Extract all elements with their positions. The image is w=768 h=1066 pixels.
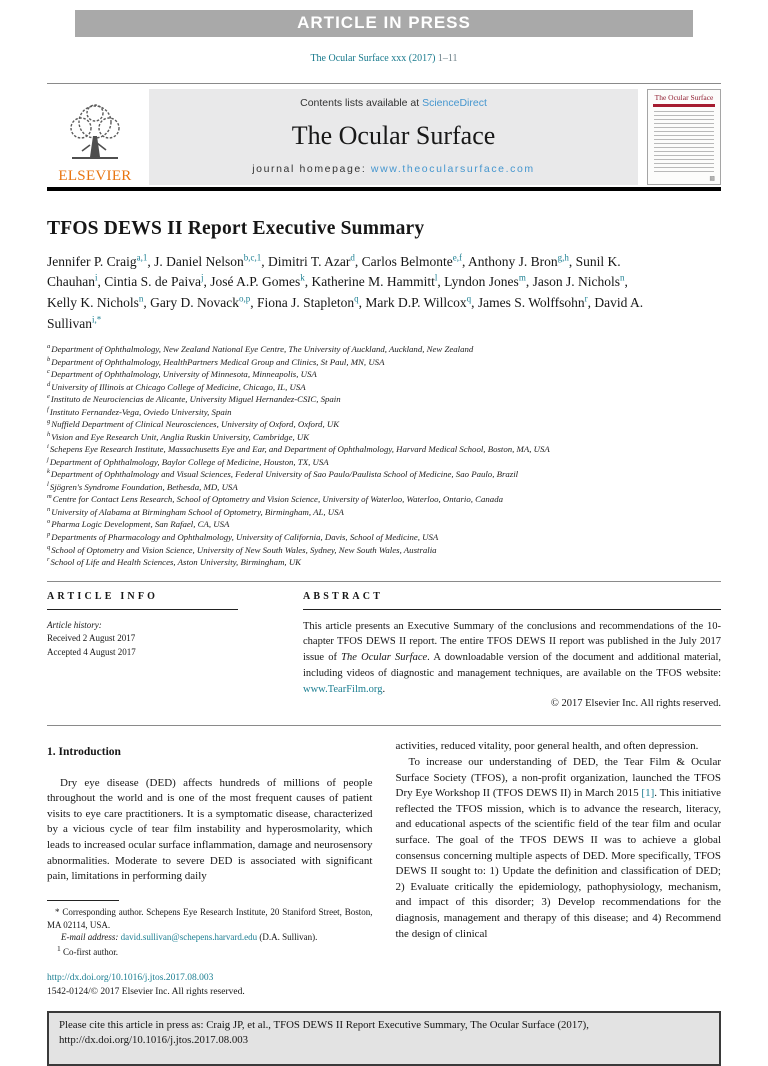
author-affiliation-sup[interactable]: q xyxy=(354,293,359,304)
journal-cover-thumbnail[interactable] xyxy=(647,89,721,185)
affiliation-item: $^r$School of Life and Health Sciences, Aston University, Birmingham, UK xyxy=(47,556,302,567)
abstract-column xyxy=(303,591,721,710)
author-affiliation-sup[interactable]: n xyxy=(619,272,625,283)
author-name: Mark D.P. Willcox$^q$, xyxy=(365,293,478,310)
abstract-copyright: © 2017 Elsevier Inc. All rights reserved. xyxy=(550,698,721,710)
affiliation-item: $^g$Nuffield Department of Clinical Neurosciences, University of Oxford, Oxford, UK xyxy=(47,418,340,430)
left-column xyxy=(47,739,373,999)
author-name: Carlos Belmonte$^{e,f}$, xyxy=(361,252,468,269)
author-affiliation-sup[interactable]: o,p xyxy=(238,293,251,304)
accepted-date: Accepted 4 August 2017 xyxy=(47,646,136,657)
affiliation-item: $^h$Vision and Eye Research Unit, Anglia Ruskin University, Cambridge, UK xyxy=(47,430,310,442)
affiliation-item: $^a$Department of Ophthalmology, New Zealand National Eye Centre, The University of Auckland, Auckland, New Zealand xyxy=(47,343,474,354)
affiliation-item: $^i$Schepens Eye Research Institute, Massachusetts Eye and Ear, and Department of Ophthalmology, Harvard Medical School, Boston, MA, USA xyxy=(47,443,550,455)
author-affiliation-sup[interactable]: e,f xyxy=(452,252,462,262)
masthead-bottom-rule xyxy=(47,187,721,191)
footnotes-block xyxy=(47,900,373,1000)
author-name: Fiona J. Stapleton$^q$, xyxy=(256,293,366,310)
author-affiliation-sup[interactable]: i xyxy=(95,272,98,283)
affiliation-item: $^b$Department of Ophthalmology, HealthPartners Medical Group and Clinics, St Paul, MN, USA xyxy=(47,355,385,367)
email-link[interactable]: david.sullivan@schepens.harvard.edu xyxy=(120,932,258,943)
cover-publisher-mark: ▩ xyxy=(709,176,715,182)
affiliation-item: $^k$Department of Ophthalmology and Visual Sciences, Federal University of Sao Paulo/Paulista School of Medicine, Sao Paulo, Brazil xyxy=(47,468,519,480)
cofirst-note: $^1$ Co-first author. xyxy=(57,944,118,958)
elsevier-tree-icon xyxy=(60,101,130,168)
cover-red-bar xyxy=(653,104,715,107)
affiliation-item: $^m$Centre for Contact Lens Research, School of Optometry and Vision Science, University of Waterloo, Waterloo, Ontario, Canada xyxy=(47,493,504,505)
affiliation-item: $^f$Instituto Fernandez-Vega, Oviedo University, Spain xyxy=(47,405,232,417)
author-affiliation-sup[interactable]: d xyxy=(350,252,355,262)
running-head-journal: The Ocular Surface xxx (2017) xyxy=(310,53,436,64)
author-affiliation-sup[interactable]: i,* xyxy=(92,314,102,325)
affiliation-item: $^d$University of Illinois at Chicago College of Medicine, Chicago, IL, USA xyxy=(47,380,306,392)
affiliation-item: $^n$University of Alabama at Birmingham School of Optometry, Birmingham, AL, USA xyxy=(47,505,344,517)
author-affiliation-sup[interactable]: k xyxy=(300,272,305,283)
affiliation-item: $^c$Department of Ophthalmology, University of Minnesota, Minneapolis, USA xyxy=(47,368,317,379)
author-name: Gary D. Novack$^{o,p}$, xyxy=(150,293,257,310)
abstract-text: This article presents an Executive Summary of the conclusions and recommendations of the 10-chapter TFOS DEWS II report. The entire TFOS DEWS II report was published in the July 2017 issue of The Ocular Surface. A downloadable version of the document and additional material, including videos of diagnostic and management techniques, are available on the TFOS website: www.TearFilm.org. xyxy=(303,620,721,695)
abstract-journal-italic: The Ocular Surface xyxy=(341,652,428,664)
author-name: J. Daniel Nelson$^{b,c,1}$, xyxy=(154,252,268,269)
author-affiliation-sup[interactable]: l xyxy=(434,272,438,283)
affiliation-item: $^j$Department of Ophthalmology, Baylor College of Medicine, Houston, TX, USA xyxy=(47,455,329,467)
running-head-pages: 1–11 xyxy=(437,53,458,64)
tearfilm-link[interactable]: www.TearFilm.org xyxy=(303,683,383,695)
reference-1-link[interactable]: [1] xyxy=(641,787,655,800)
doi-link[interactable]: http://dx.doi.org/10.1016/j.jtos.2017.08.003 xyxy=(47,972,214,983)
masthead-center-panel xyxy=(149,89,638,185)
author-affiliation-sup[interactable]: g,h xyxy=(557,252,569,262)
article-info-heading: ARTICLE INFO xyxy=(47,591,238,610)
affiliation-item: $^l$Sjögren's Syndrome Foundation, Bethesda, MD, USA xyxy=(47,480,238,492)
author-name: Jennifer P. Craig$^{a,1}$, xyxy=(47,252,155,269)
corresponding-author-note: * Corresponding author. Schepens Eye Research Institute, 20 Staniford Street, Boston, MA 02114, USA. xyxy=(47,906,373,930)
right-column xyxy=(396,739,722,999)
info-abstract-section xyxy=(47,591,721,727)
email-note: E-mail address: david.sullivan@schepens.harvard.edu (D.A. Sullivan). xyxy=(61,932,318,943)
tfos-paragraph: To increase our understanding of DED, the Tear Film & Ocular Surface Society (TFOS), a non-profit organization, launched the TFOS Dry Eye Workshop II (TFOS DEWS II) in March 2015 [1]. This initiative reflected the TFOS mission, which is to advance the research, literacy, and educational aspects of the scientific field of the tear film and ocular surface. The goal of the TFOS DEWS II was to achieve a global consensus concerning multiple aspects of DED. More specifically, TFOS DEWS II sought to: 1) Update the definition and classification of DED; 2) Evaluate critically the epidemiology, pathophysiology, mechanism, and impact of this disorder; 3) Develop recommendations for the diagnosis, management and therapy of this disease; and 4) Recommend the design of clinical xyxy=(395,755,721,940)
journal-title: The Ocular Surface xyxy=(291,121,496,150)
author-name: James S. Wolffsohn$^r$, xyxy=(477,293,595,310)
continuation-paragraph: activities, reduced vitality, poor general health, and often depression. xyxy=(395,740,699,753)
elsevier-wordmark: ELSEVIER xyxy=(58,168,132,184)
author-name: Cintia S. de Paiva$^j$, xyxy=(104,272,211,290)
author-name: Anthony J. Bron$^{g,h}$, xyxy=(467,252,576,269)
received-date: Received 2 August 2017 xyxy=(47,633,136,644)
author-name: Jason J. Nichols$^n$, xyxy=(532,272,628,290)
author-affiliation-sup[interactable]: b,c,1 xyxy=(243,252,262,262)
affiliation-item: $^q$School of Optometry and Vision Science, University of New South Wales, Sydney, New South Wales, Australia xyxy=(47,543,437,555)
author-name: Kelly K. Nichols$^n$, xyxy=(47,293,151,310)
author-affiliation-sup[interactable]: n xyxy=(138,293,144,304)
affiliation-item: $^o$Pharma Logic Development, San Rafael, CA, USA xyxy=(47,518,230,530)
contents-line: Contents lists available at ScienceDirect xyxy=(300,97,487,109)
homepage-line: journal homepage: www.theocularsurface.com xyxy=(252,163,535,175)
author-list xyxy=(47,251,654,334)
author-name: Katherine M. Hammitt$^l$, xyxy=(311,272,445,290)
elsevier-logo[interactable] xyxy=(47,89,149,185)
author-name: José A.P. Gomes$^k$, xyxy=(210,272,312,290)
article-in-press-banner: ARTICLE IN PRESS xyxy=(75,10,693,37)
author-affiliation-sup[interactable]: q xyxy=(466,293,472,304)
journal-homepage-link[interactable]: www.theocularsurface.com xyxy=(370,163,535,175)
footnote-rule xyxy=(47,900,119,901)
journal-masthead xyxy=(47,89,721,185)
author-name: Lyndon Jones$^m$, xyxy=(444,272,533,290)
running-head-citation xyxy=(47,53,721,64)
affiliation-item: $^e$Instituto de Neurociencias de Alicante, University Miguel Hernandez-CSIC, Spain xyxy=(47,393,341,405)
please-cite-box: Please cite this article in press as: Craig JP, et al., TFOS DEWS II Report Executive Summary, The Ocular Surface (2017), http://dx.doi.org/10.1016/j.jtos.2017.08.003 xyxy=(47,1011,721,1066)
cover-toc-lines xyxy=(654,111,714,174)
doi-block xyxy=(47,972,373,1000)
author-affiliation-sup[interactable]: r xyxy=(584,293,588,304)
abstract-heading: ABSTRACT xyxy=(303,591,721,610)
intro-paragraph: Dry eye disease (DED) affects hundreds of millions of people throughout the world and is one of the most frequent causes of patient visits to eye care practitioners. It is a symptomatic disease, characterized by a vicious cycle of tear film instability and hyperosmolarity, which leads to increased ocular surface inflammation, damage and neurosensory abnormalities. Moderate to severe DED is associated with significant pain, limitations in performing daily xyxy=(47,776,373,883)
sciencedirect-link[interactable]: ScienceDirect xyxy=(422,97,487,109)
affiliation-list xyxy=(47,343,721,569)
author-affiliation-sup[interactable]: j xyxy=(201,272,204,283)
affiliation-item: $^p$Departments of Pharmacology and Ophthalmology, University of California, Davis, School of Medicine, USA xyxy=(47,530,439,542)
introduction-heading: 1. Introduction xyxy=(47,746,121,759)
author-affiliation-sup[interactable]: m xyxy=(518,272,526,283)
article-info-column xyxy=(47,591,259,710)
header-divider xyxy=(47,83,721,84)
cover-title: The Ocular Surface xyxy=(654,93,714,102)
author-name: David A. Sullivan$^{i,*}$ xyxy=(47,295,644,331)
author-name: Sunil K. Chauhan$^i$, xyxy=(47,253,621,290)
article-history-label: Article history: xyxy=(47,619,102,630)
issn-line: 1542-0124/© 2017 Elsevier Inc. All rights reserved. xyxy=(47,986,245,997)
journal-page xyxy=(0,10,768,1066)
article-title: TFOS DEWS II Report Executive Summary xyxy=(47,218,425,239)
author-affiliation-sup[interactable]: a,1 xyxy=(136,252,148,262)
article-body xyxy=(47,739,721,999)
author-name: Dimitri T. Azar$^d$, xyxy=(267,252,362,269)
affiliations-divider xyxy=(47,581,721,582)
